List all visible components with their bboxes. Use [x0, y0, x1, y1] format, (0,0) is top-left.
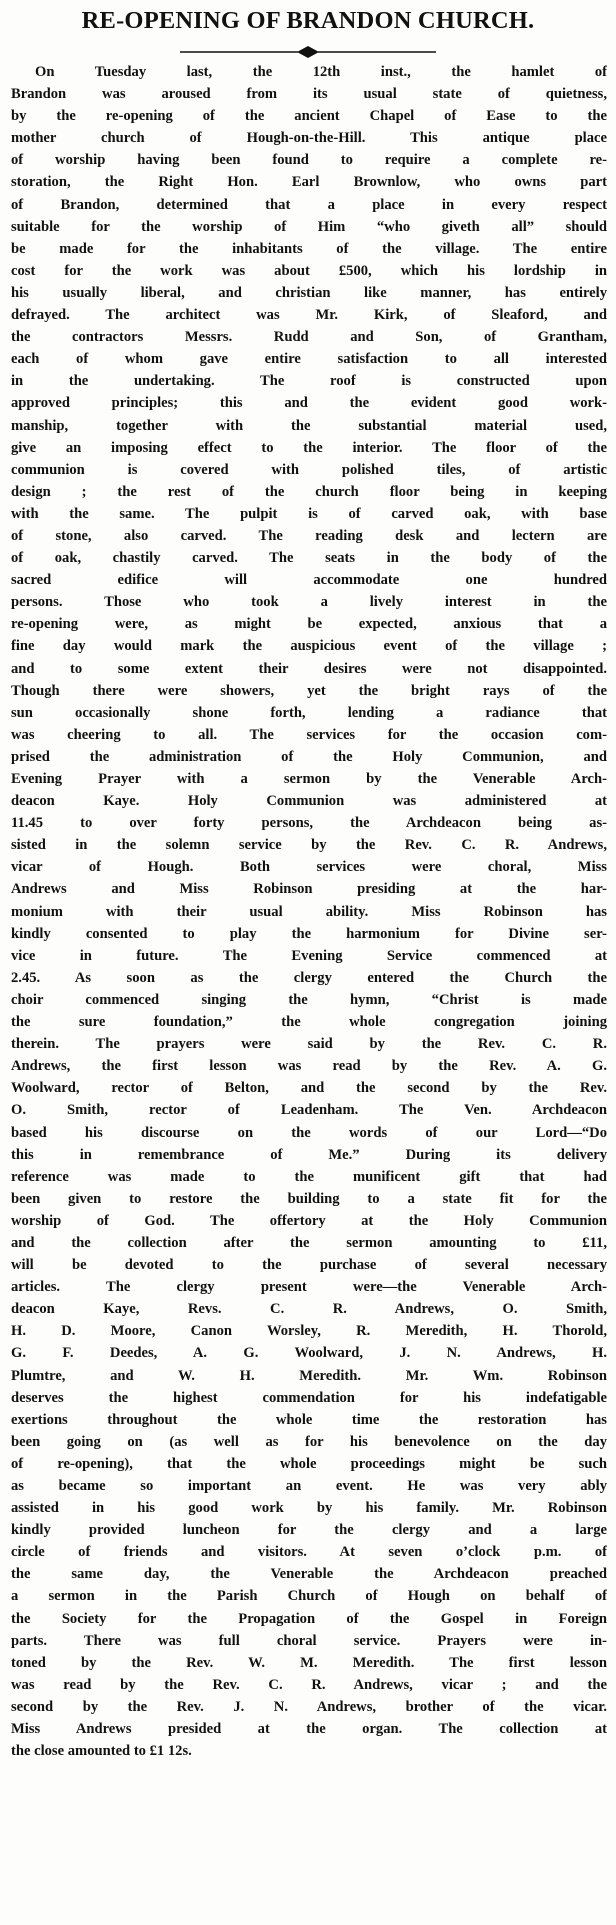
article-line: choir commenced singing the hymn, “Christ is made	[11, 991, 607, 1008]
article-line: H. D. Moore, Canon Worsley, R. Meredith, H. Thorold,	[11, 1323, 607, 1340]
article-line: based his discourse on the words of our Lord—“Do	[11, 1124, 607, 1141]
article-line: kindly consented to play the harmonium for Divine ser-	[11, 925, 607, 942]
headline: RE-OPENING OF BRANDON CHURCH.	[81, 7, 535, 34]
article-line: Miss Andrews presided at the organ. The collection at	[11, 1721, 607, 1738]
article-line: of oak, chastily carved. The seats in the body of the	[11, 550, 607, 567]
article-line: of Brandon, determined that a place in every respect	[11, 196, 607, 213]
article-line: of worship having been found to require a complete re-	[11, 152, 607, 169]
article-line: give an imposing effect to the interior. The floor of the	[11, 439, 607, 456]
article-line: each of whom gave entire satisfaction to all interested	[11, 351, 607, 368]
article-line: On Tuesday last, the 12th inst., the hamlet of	[35, 64, 607, 80]
article-line: by the re-opening of the ancient Chapel of Ease to the	[11, 108, 607, 125]
article-line: articles. The clergy present were—the Venerable Arch-	[11, 1279, 607, 1296]
article-line: communion is covered with polished tiles, of artistic	[11, 461, 607, 478]
article-line: manship, together with the substantial material used,	[11, 417, 607, 434]
article-line: 11.45 to over forty persons, the Archdeacon being as-	[11, 815, 607, 832]
article-line: storation, the Right Hon. Earl Brownlow, who owns part	[11, 174, 607, 191]
article-line: re-opening were, as might be expected, anxious that a	[11, 616, 607, 633]
article-line: Andrews, the first lesson was read by the Rev. A. G.	[11, 1058, 607, 1075]
article-line: exertions throughout the whole time the restoration has	[11, 1411, 607, 1428]
article-line: parts. There was full choral service. Prayers were in-	[11, 1632, 607, 1649]
article-line: the close amounted to £1 12s.	[11, 1743, 192, 1760]
article-line: monium with their usual ability. Miss Robinson has	[11, 903, 607, 920]
article-line: Plumtre, and W. H. Meredith. Mr. Wm. Robinson	[11, 1367, 607, 1384]
article-line: G. F. Deedes, A. G. Woolward, J. N. Andrews, H.	[11, 1345, 607, 1362]
article-line: will be devoted to the purchase of several necessary	[11, 1257, 607, 1274]
article-line: Andrews and Miss Robinson presiding at the har-	[11, 881, 607, 898]
article-line: been given to restore the building to a state fit for the	[11, 1190, 607, 1207]
article-line: as became so important an event. He was very ably	[11, 1478, 607, 1494]
article-line: was cheering to all. The services for the occasion com-	[11, 726, 607, 743]
article-line: kindly provided luncheon for the clergy and a large	[11, 1522, 607, 1539]
headline-divider	[180, 45, 436, 59]
article-line: his usually liberal, and christian like manner, has entirely	[11, 284, 607, 301]
article-line: the same day, the Venerable the Archdeacon preached	[11, 1566, 607, 1583]
article-line: this in remembrance of Me.” During its delivery	[11, 1146, 607, 1163]
article-line: persons. Those who took a lively interest in the	[11, 594, 607, 611]
article-line: of re-opening), that the whole proceedings might be such	[11, 1455, 607, 1472]
article-line: sacred edifice will accommodate one hundred	[11, 572, 607, 589]
article-line: deacon Kaye. Holy Communion was administered at	[11, 793, 607, 810]
article-line: 2.45. As soon as the clergy entered the Church the	[11, 969, 607, 986]
article-line: circle of friends and visitors. At seven o’clock p.m. of	[11, 1544, 607, 1561]
article-line: therein. The prayers were said by the Rev. C. R.	[11, 1036, 607, 1053]
article-line: a sermon in the Parish Church of Hough on behalf of	[11, 1588, 607, 1605]
article-line: suitable for the worship of Him “who giveth all” should	[11, 218, 607, 235]
article-line: fine day would mark the auspicious event of the village ;	[11, 638, 607, 655]
article-line: toned by the Rev. W. M. Meredith. The first lesson	[11, 1654, 607, 1671]
article-line: and the collection after the sermon amounting to £11,	[11, 1234, 607, 1251]
article-line: reference was made to the munificent gift that had	[11, 1168, 607, 1185]
article-line: deserves the highest commendation for his indefatigable	[11, 1389, 607, 1406]
article-line: second by the Rev. J. N. Andrews, brother of the vicar.	[11, 1698, 607, 1715]
article-line: and to some extent their desires were not disappointed.	[11, 660, 607, 677]
article-line: approved principles; this and the evident good work-	[11, 395, 607, 412]
article-line: Brandon was aroused from its usual state of quietness,	[11, 86, 607, 103]
article-line: the contractors Messrs. Rudd and Son, of Grantham,	[11, 329, 607, 346]
article-line: vicar of Hough. Both services were choral, Miss	[11, 859, 607, 876]
article-line: O. Smith, rector of Leadenham. The Ven. Archdeacon	[11, 1102, 607, 1119]
article-line: was read by the Rev. C. R. Andrews, vicar ; and the	[11, 1676, 607, 1693]
article-line: of stone, also carved. The reading desk and lectern are	[11, 527, 607, 544]
article-line: Evening Prayer with a sermon by the Venerable Arch-	[11, 771, 607, 787]
article-line: Though there were showers, yet the bright rays of the	[11, 682, 607, 699]
article-line: design ; the rest of the church floor being in keeping	[11, 483, 607, 500]
article-line: be made for the inhabitants of the village. The entire	[11, 240, 607, 257]
article-line: defrayed. The architect was Mr. Kirk, of Sleaford, and	[11, 307, 607, 324]
article-line: with the same. The pulpit is of carved oak, with base	[11, 505, 607, 522]
article-line: in the undertaking. The roof is constructed upon	[11, 373, 607, 390]
article-line: mother church of Hough-on-the-Hill. This antique place	[11, 130, 607, 147]
article-body	[11, 61, 607, 1762]
article-line: worship of God. The offertory at the Holy Communion	[11, 1212, 607, 1229]
article-line: deacon Kaye, Revs. C. R. Andrews, O. Smith,	[11, 1301, 607, 1318]
article-line: Woolward, rector of Belton, and the second by the Rev.	[11, 1080, 607, 1097]
article-line: been going on (as well as for his benevolence on the day	[11, 1433, 607, 1450]
article-line: the sure foundation,” the whole congregation joining	[11, 1014, 607, 1031]
article-line: assisted in his good work by his family. Mr. Robinson	[11, 1500, 607, 1517]
article-line: sun occasionally shone forth, lending a radiance that	[11, 704, 607, 721]
article-line: the Society for the Propagation of the Gospel in Foreign	[11, 1610, 607, 1627]
article-line: sisted in the solemn service by the Rev. C. R. Andrews,	[11, 837, 607, 854]
article-line: prised the administration of the Holy Communion, and	[11, 748, 607, 765]
article-line: vice in future. The Evening Service commenced at	[11, 947, 607, 964]
article-line: cost for the work was about £500, which his lordship in	[11, 262, 607, 279]
